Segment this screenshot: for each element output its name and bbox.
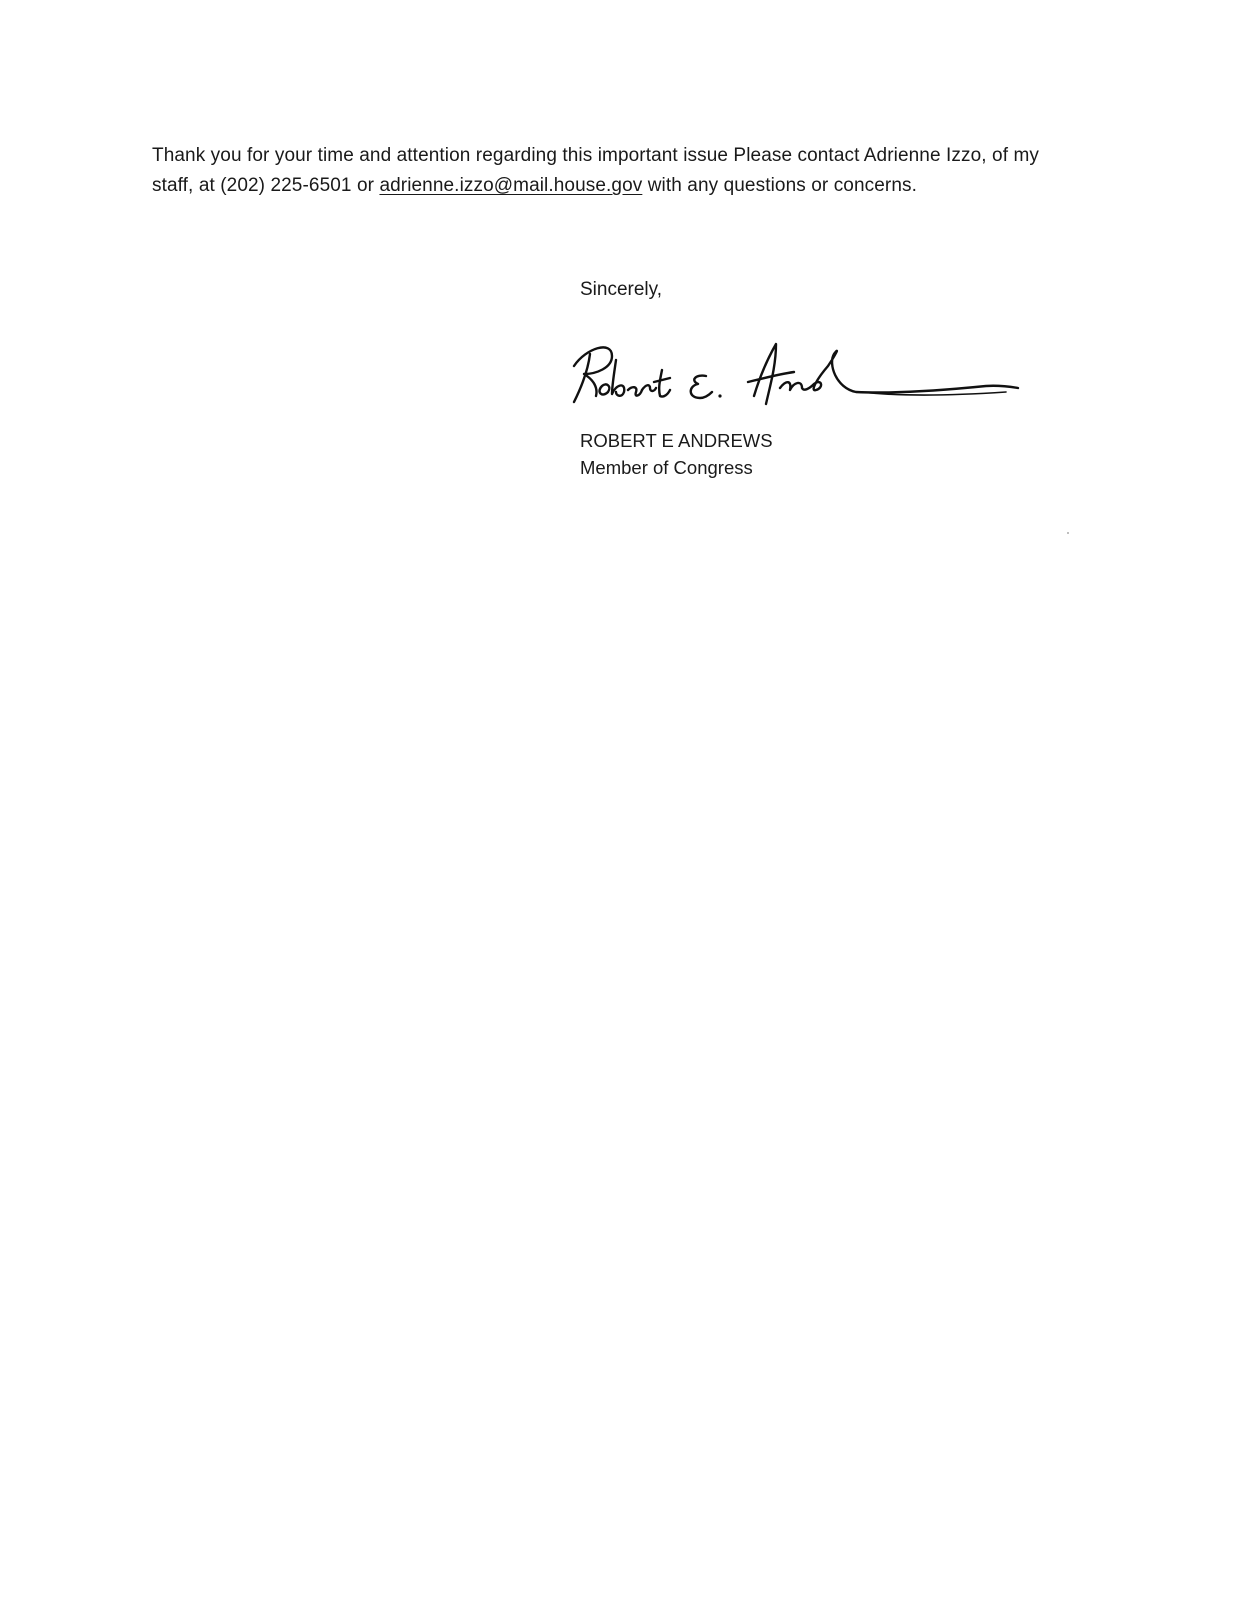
- paragraph-text-end: with any questions or concerns.: [642, 175, 917, 196]
- handwritten-signature: [566, 330, 1026, 412]
- scan-speck: [1067, 532, 1069, 534]
- signer-name: ROBERT E ANDREWS: [580, 430, 773, 451]
- email-link[interactable]: adrienne.izzo@mail.house.gov: [379, 175, 643, 196]
- signer-title: Member of Congress: [580, 457, 753, 478]
- sign-off: Sincerely,: [580, 279, 663, 300]
- paragraph-text-start: Thank you for your time and attention regarding this important issue Please contact Adrienne Izzo, of my staff, at (202) 225-6501 or: [152, 145, 1039, 196]
- closing-paragraph: [152, 141, 1082, 201]
